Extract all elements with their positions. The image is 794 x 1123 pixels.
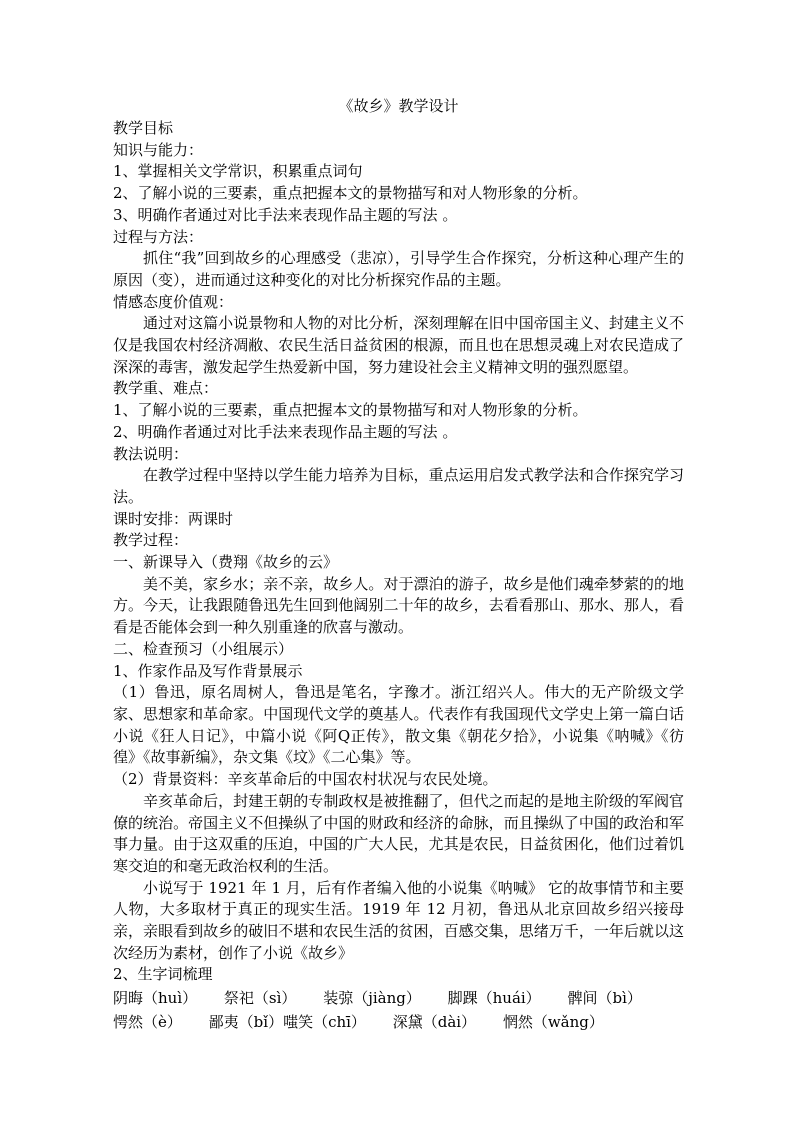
background-heading: （2）背景资料：辛亥革命后的中国农村状况与农民处境。 [113, 770, 498, 789]
author-text: （1）鲁迅，原名周树人，鲁迅是笔名，字豫才。浙江绍兴人。伟大的无产阶级文学家、思想家和革命家。中国现代文学的奠基人。代表作有我国现代文学史上第一篇白话小说《狂人日记》，中篇小说《阿Q正传》，散文集《朝花夕拾》，小说集《呐喊》《彷徨》《故事新编》，杂文集《坟》《二心集》等。 [113, 683, 684, 767]
knowledge-item: 2、了解小说的三要素，重点把握本文的景物描写和对人物形象的分析。 [113, 184, 588, 203]
method-heading: 教法说明： [113, 444, 189, 463]
background-text: 辛亥革命后，封建王朝的专制政权是被推翻了，但代之而起的是地主阶级的军阀官僚的统治。帝国主义不但操纵了中国的财政和经济的命脉，而且操纵了中国的政治和军事力量。由于这双重的压迫，中国的广大人民，尤其是农民，日益贫困化，他们过着饥寒交迫的和毫无政治权利的生活。 [113, 791, 684, 875]
section1-heading: 一、新课导入（费翔《故乡的云》 [113, 553, 339, 572]
sub2-heading: 2、生字词梳理 [113, 965, 213, 984]
vocab-word: 阴晦（huì） [113, 989, 198, 1008]
method-text: 在教学过程中坚持以学生能力培养为目标，重点运用启发式教学法和合作探究学习法。 [113, 466, 684, 506]
knowledge-item: 3、明确作者通过对比手法来表现作品主题的写法 。 [113, 205, 458, 224]
emotion-text: 通过对这篇小说景物和人物的对比分析，深刻理解在旧中国帝国主义、封建主义不仅是我国农村经济凋敝、农民生活日益贫困的根源，而且也在思想灵魂上对农民造成了深深的毒害，激发起学生热爱新中国，努力建设社会主义精神文明的强烈愿望。 [113, 314, 684, 376]
vocab-word: 深黛（dài） [392, 1013, 477, 1032]
document-title: 《故乡》教学设计 [338, 97, 459, 115]
novel-text: 小说写于 1921 年 1 月，后有作者编入他的小说集《呐喊》 它的故事情节和主要人物，大多取材于真正的现实生活。1919 年 12 月初，鲁迅从北京回故乡绍兴接母亲，亲眼看到故乡的破旧不堪和农民生活的贫困，百感交集，思绪万千，一年后就以这次经历为素材，创作了小说《故乡》 [113, 878, 684, 962]
vocab-word: 愕然（è） [113, 1013, 182, 1032]
knowledge-item: 1、掌握相关文学常识，积累重点词句 [113, 162, 363, 181]
process-heading: 过程与方法： [113, 227, 204, 246]
process-text: 抓住“我”回到故乡的心理感受（悲凉），引导学生合作探究，分析这种心理产生的原因（变），进而通过这种变化的对比分析探究作品的主题。 [113, 249, 684, 289]
vocab-word: 鄙夷（bǐ）嗤笑（chī） [208, 1013, 366, 1032]
schedule-line: 课时安排：两课时 [113, 509, 234, 528]
emotion-heading: 情感态度价值观： [113, 292, 234, 311]
goals-heading: 教学目标 [113, 119, 174, 137]
process-main-heading: 教学过程： [113, 531, 189, 550]
vocab-word: 装弶（jiàng） [323, 989, 421, 1008]
vocab-row [113, 986, 684, 1010]
sub1-heading: 1、作家作品及写作背景展示 [113, 661, 303, 680]
vocab-word: 髀间（bì） [567, 989, 642, 1008]
knowledge-heading: 知识与能力： [113, 140, 204, 159]
vocab-word: 脚踝（huái） [447, 989, 541, 1008]
section1-text: 美不美，家乡水；亲不亲，故乡人。对于漂泊的游子，故乡是他们魂牵梦萦的的地方。今天，让我跟随鲁迅先生回到他阔别二十年的故乡，去看看那山、那水、那人，看看是否能体会到一种久别重逢的欣喜与激动。 [113, 574, 684, 637]
keypoints-item: 1、了解小说的三要素，重点把握本文的景物描写和对人物形象的分析。 [113, 401, 588, 420]
keypoints-heading: 教学重、难点： [113, 379, 219, 398]
vocab-word: 惘然（wǎng） [502, 1013, 604, 1032]
section2-heading: 二、检查预习（小组展示） [113, 639, 294, 658]
vocab-row [113, 1010, 684, 1034]
keypoints-item: 2、明确作者通过对比手法来表现作品主题的写法 。 [113, 422, 458, 441]
vocab-word: 祭祀（sì） [223, 989, 297, 1008]
